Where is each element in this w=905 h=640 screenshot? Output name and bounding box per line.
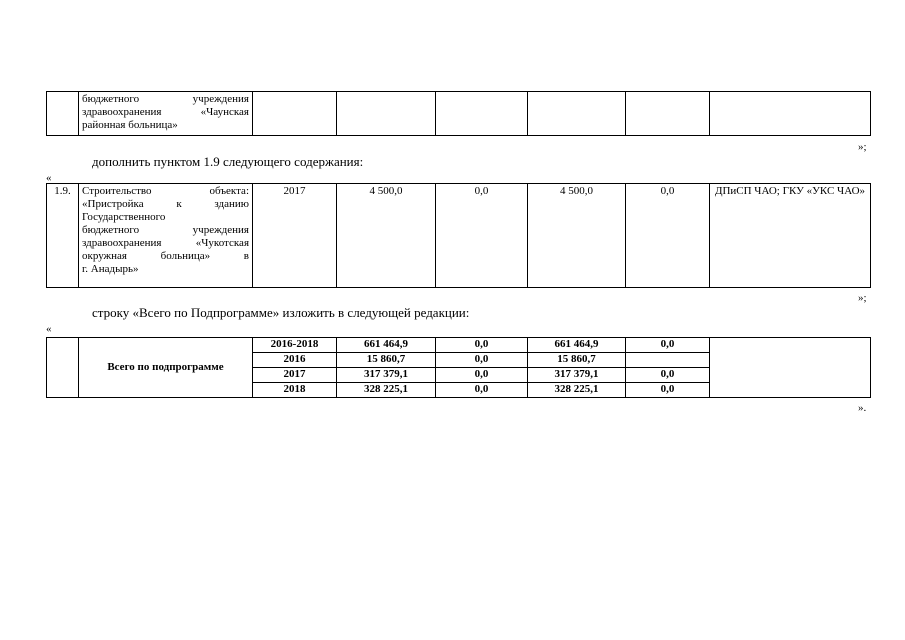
cell-regional [528, 92, 626, 136]
table-row [47, 184, 871, 288]
cell-other: 0,0 [626, 383, 710, 398]
subprogram-total-table [46, 337, 871, 398]
table-row [47, 92, 871, 136]
cell-regional: 328 225,1 [528, 383, 626, 398]
total-label: Всего по подпрограмме [79, 338, 253, 398]
cell-federal [436, 92, 528, 136]
cell-regional: 15 860,7 [528, 353, 626, 368]
cell-federal: 0,0 [436, 368, 528, 383]
instruction-paragraph: дополнить пунктом 1.9 следующего содержания: [92, 154, 364, 169]
cell-executor [710, 338, 871, 398]
cell-total [337, 92, 436, 136]
cell-regional: 661 464,9 [528, 338, 626, 353]
cell-regional: 4 500,0 [528, 184, 626, 288]
cell-period: 2018 [253, 383, 337, 398]
name-line: Строительство объекта: [82, 185, 249, 197]
closing-quote: »; [858, 141, 867, 153]
cell-other: 0,0 [626, 368, 710, 383]
opening-quote: « [46, 172, 52, 184]
cell-year: 2017 [253, 184, 337, 288]
previous-row-table [46, 91, 871, 136]
cell-executor [710, 92, 871, 136]
closing-quote: »; [858, 292, 867, 304]
cell-total: 328 225,1 [337, 383, 436, 398]
cell-year [253, 92, 337, 136]
name-line: окружная больница» в [82, 250, 249, 262]
cell-total: 15 860,7 [337, 353, 436, 368]
cell-federal: 0,0 [436, 353, 528, 368]
cell-total: 661 464,9 [337, 338, 436, 353]
item-1-9-table [46, 183, 871, 288]
cell-period: 2016-2018 [253, 338, 337, 353]
cell-federal: 0,0 [436, 338, 528, 353]
cell-total: 4 500,0 [337, 184, 436, 288]
cell-regional: 317 379,1 [528, 368, 626, 383]
cell-federal: 0,0 [436, 184, 528, 288]
cell-other [626, 353, 710, 368]
cell-other: 0,0 [626, 338, 710, 353]
cell-other: 0,0 [626, 184, 710, 288]
cell-total: 317 379,1 [337, 368, 436, 383]
table-row [47, 338, 871, 353]
name-line: здравоохранения «Чукотская [82, 237, 249, 249]
name-line: Государственного [82, 211, 166, 223]
cell-name [79, 184, 253, 288]
cell-federal: 0,0 [436, 383, 528, 398]
cell-num: 1.9. [47, 184, 79, 288]
name-line: районная больница» [82, 119, 178, 131]
instruction-paragraph: строку «Всего по Подпрограмме» изложить в следующей редакции: [92, 305, 470, 320]
cell-period: 2017 [253, 368, 337, 383]
name-line: «Пристройка к зданию [82, 198, 249, 210]
cell-other [626, 92, 710, 136]
name-line: бюджетного учреждения [82, 224, 249, 236]
cell-period: 2016 [253, 353, 337, 368]
name-line: здравоохранения «Чаунская [82, 106, 249, 118]
cell-executor: ДПиСП ЧАО; ГКУ «УКС ЧАО» [710, 184, 871, 288]
opening-quote: « [46, 323, 52, 335]
cell-name [79, 92, 253, 136]
cell-num [47, 92, 79, 136]
name-line: бюджетного учреждения [82, 93, 249, 105]
name-line: г. Анадырь» [82, 263, 139, 275]
cell-num [47, 338, 79, 398]
closing-quote: ». [858, 402, 867, 414]
